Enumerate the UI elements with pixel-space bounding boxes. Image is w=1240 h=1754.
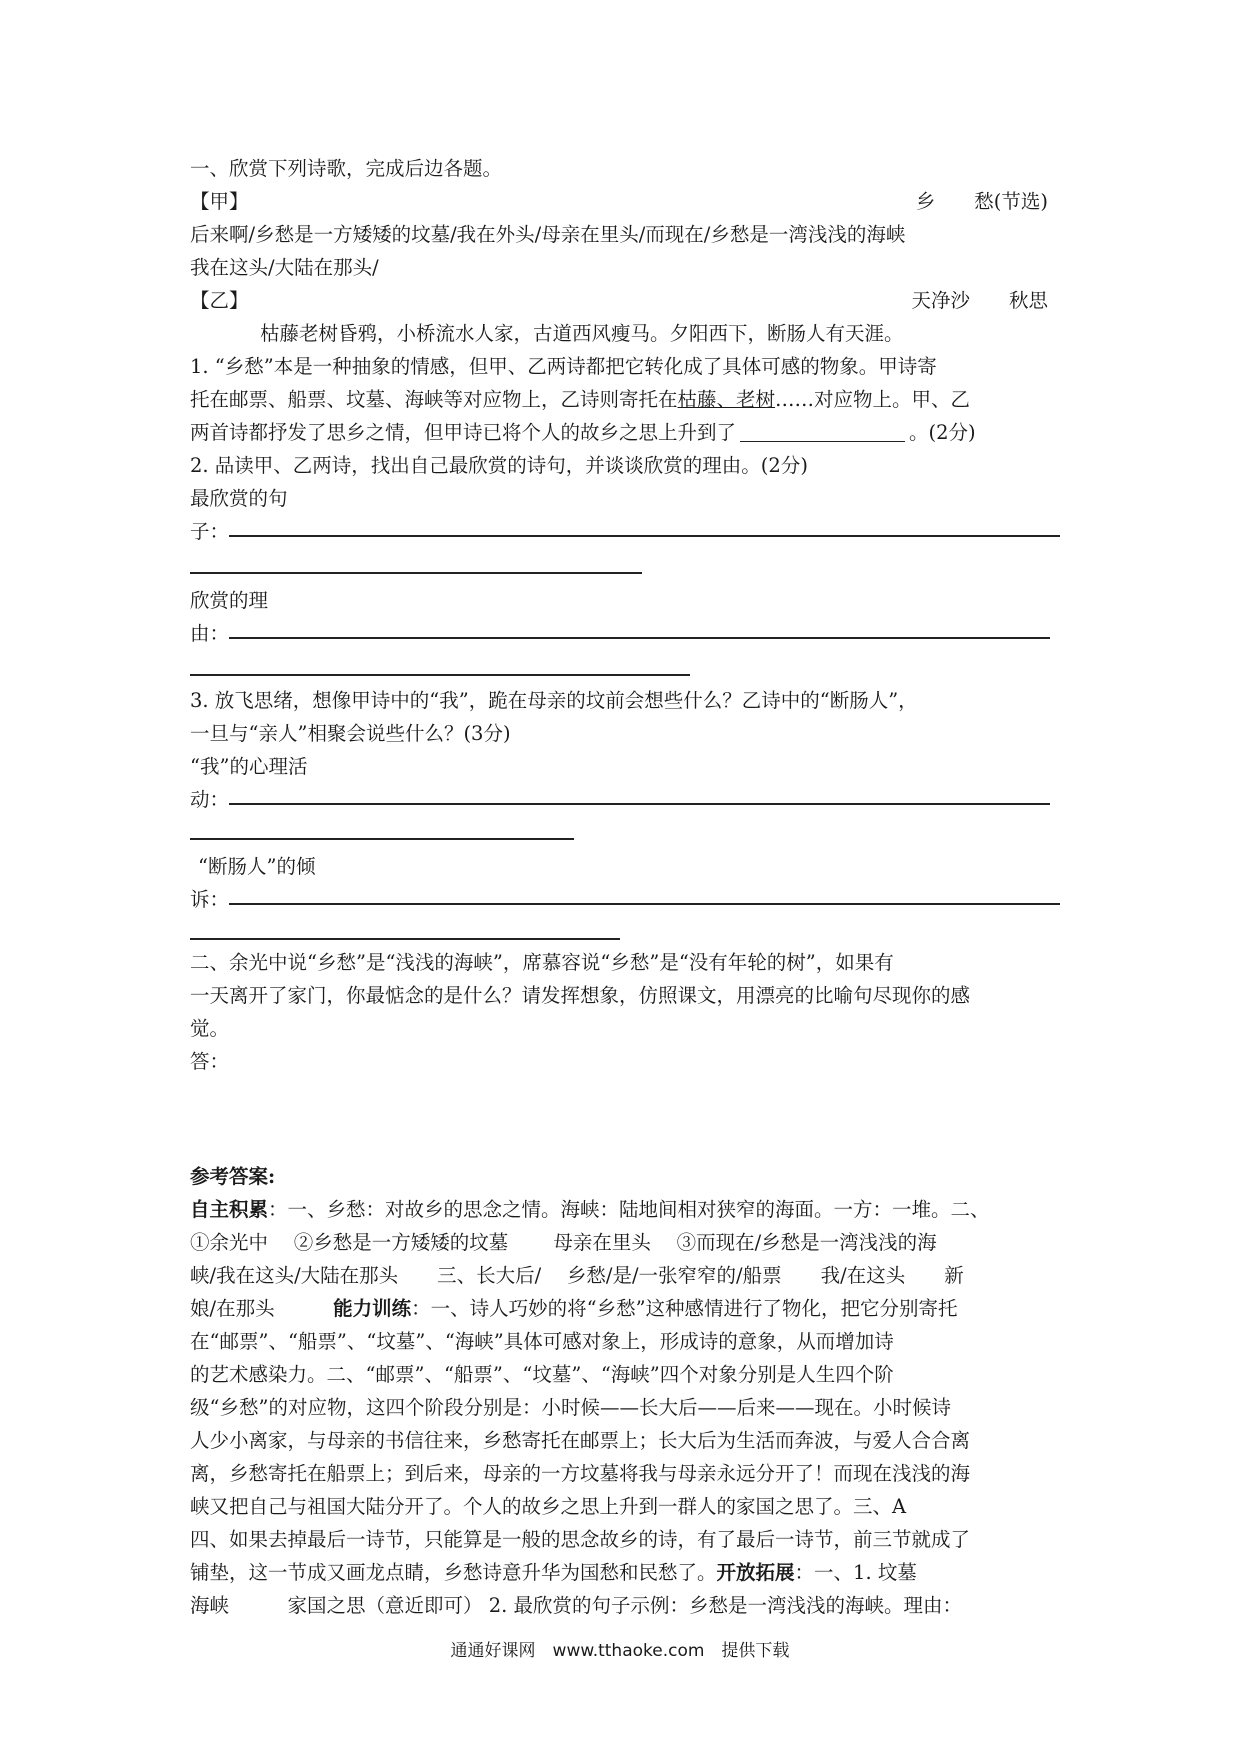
poem-a-line2: 我在这头/大陆在那头/ [190,256,379,279]
answers-self-accumulation-label: 自主积累 [190,1198,269,1221]
poem-a-label: 【甲】 [190,190,249,213]
page-footer: 通通好课网 www.tthaoke.com 提供下载 [450,1641,790,1661]
section2-line1: 二、余光中说“乡愁”是“浅浅的海峡”，席慕容说“乡愁”是“没有年轮的树”，如果有 [190,951,894,974]
q3-a-answer-line[interactable] [229,783,1050,805]
q2-a-row [190,515,1060,548]
section2-line2: 一天离开了家门，你最惦念的是什么？请发挥想象，仿照课文，用漂亮的比喻句尽现你的感 [190,984,971,1007]
q2-a-label2: 子： [190,520,230,543]
q1-line1: 1. “乡愁”本是一种抽象的情感，但甲、乙两诗都把它转化成了具体可感的物象。甲诗寄 [190,355,937,378]
answers-line3: 峡/我在这头/大陆在那头 三、长大后/ 乡愁/是/一张窄窄的/船票 我/在这头 新 [190,1264,964,1287]
q2-sentence-answer [190,482,1060,574]
document-body [190,152,1060,1622]
q3-b-label2: 诉： [190,888,230,911]
q2-b-label1: 欣赏的理 [190,589,269,612]
answers-line9: 离，乡愁寄托在船票上；到后来，母亲的一方坟墓将我与母亲永远分开了！而现在浅浅的海 [190,1462,971,1485]
q1-line3 [190,416,1060,449]
poem-a-line1: 后来啊/乡愁是一方矮矮的坟墓/我在外头/母亲在里头/而现在/乡愁是一湾浅浅的海峡 [190,223,906,246]
answers-line5: 在“邮票”、“船票”、“坟墓”、“海峡”具体可感对象上，形成诗的意象，从而增加诗 [190,1330,894,1353]
q2-reason-answer [190,584,1060,676]
q3-a-label2: 动： [190,788,230,811]
section2-line3: 觉。 [190,1017,230,1040]
answers-line1 [190,1193,1060,1226]
answers-line4-pre: 娘/在那头 [190,1297,334,1320]
answers-line13: 海峡 家国之思（意近即可） 2. 最欣赏的句子示例：乡愁是一湾浅浅的海峡。理由： [190,1594,963,1617]
q3-me-answer [190,750,1060,840]
q2-text: 2. 品读甲、乙两诗，找出自己最欣赏的诗句，并谈谈欣赏的理由。(2分) [190,454,808,477]
answers-line1-text: ：一、乡愁：对故乡的思念之情。海峡：陆地间相对狭窄的海面。一方：一堆。二、 [268,1198,990,1221]
answers-line11: 四、如果去掉最后一诗节，只能算是一般的思念故乡的诗，有了最后一诗节，前三节就成了 [190,1528,971,1551]
q1-line2 [190,383,1060,416]
q3-b-answer-line[interactable] [229,883,1060,905]
poem-b-header [190,284,1060,317]
q3-heartbroken-answer [190,850,1060,940]
answers-line12 [190,1556,1060,1589]
answers-line7: 级“乡愁”的对应物，这四个阶段分别是：小时候——长大后——后来——现在。小时候诗 [190,1396,951,1419]
answers-line12-pre: 铺垫，这一节成又画龙点睛，乡愁诗意升华为国愁和民愁了。 [190,1561,717,1584]
poem-a-header [190,185,1060,218]
q3-b-row [190,883,1060,916]
q3-a-label1: “我”的心理活 [190,755,308,778]
q1-line2-pre: 托在邮票、船票、坟墓、海峡等对应物上，乙诗则寄托在 [190,388,678,411]
answers-ability-training-label: 能力训练 [333,1297,412,1320]
q3-b-label1: “断肠人”的倾 [198,855,316,878]
answers-line8: 人少小离家，与母亲的书信往来，乡愁寄托在邮票上；长大后为生活而奔波，与爱人合合离 [190,1429,971,1452]
answers-open-expansion-label: 开放拓展 [716,1561,795,1584]
poem-b-text: 枯藤老树昏鸦，小桥流水人家，古道西风瘦马。夕阳西下，断肠人有天涯。 [260,322,904,345]
q1-line3-pre: 两首诗都抒发了思乡之情，但甲诗已将个人的故乡之思上升到了 [190,421,737,444]
answers-line4 [190,1292,1060,1325]
q3-line2: 一旦与“亲人”相聚会说些什么？(3分) [190,722,511,745]
q3-a-row [190,783,1060,816]
q2-b-row [190,617,1060,650]
answers-line6: 的艺术感染力。二、“邮票”、“船票”、“坟墓”、“海峡”四个对象分别是人生四个阶 [190,1363,894,1386]
poem-a-title: 乡 愁(节选) [915,190,1048,213]
answers-line12-post: ：一、1. 坟墓 [794,1561,917,1584]
q3-line1: 3. 放飞思绪，想像甲诗中的“我”，跪在母亲的坟前会想些什么？乙诗中的“断肠人”， [190,689,918,712]
poem-b-label: 【乙】 [190,289,249,312]
q2-b-answer-line[interactable] [229,617,1050,639]
q2-a-answer-line[interactable] [229,515,1060,537]
answers-heading: 参考答案: [190,1165,276,1188]
q1-answer-blank[interactable] [740,421,905,442]
answers-line2: ①余光中 ②乡愁是一方矮矮的坟墓 母亲在里头 ③而现在/乡愁是一湾浅浅的海 [190,1231,937,1254]
poem-b-title: 天净沙 秋思 [911,289,1048,312]
q1-underlined-answer: 枯藤、老树 [677,388,776,411]
q2-b-label2: 由： [190,622,230,645]
q1-line3-post: 。(2分) [909,421,976,444]
answers-line10: 峡又把自己与祖国大陆分开了。个人的故乡之思上升到一群人的家国之思了。三、A [190,1495,907,1518]
q2-a-label1: 最欣赏的句 [190,487,288,510]
q1-line2-post: ……对应物上。甲、乙 [775,388,971,411]
answers-line4-post: ：一、诗人巧妙的将“乡愁”这种感情进行了物化，把它分别寄托 [411,1297,958,1320]
section1-heading: 一、欣赏下列诗歌，完成后边各题。 [190,157,503,180]
section2-answer-label: 答： [190,1050,230,1073]
